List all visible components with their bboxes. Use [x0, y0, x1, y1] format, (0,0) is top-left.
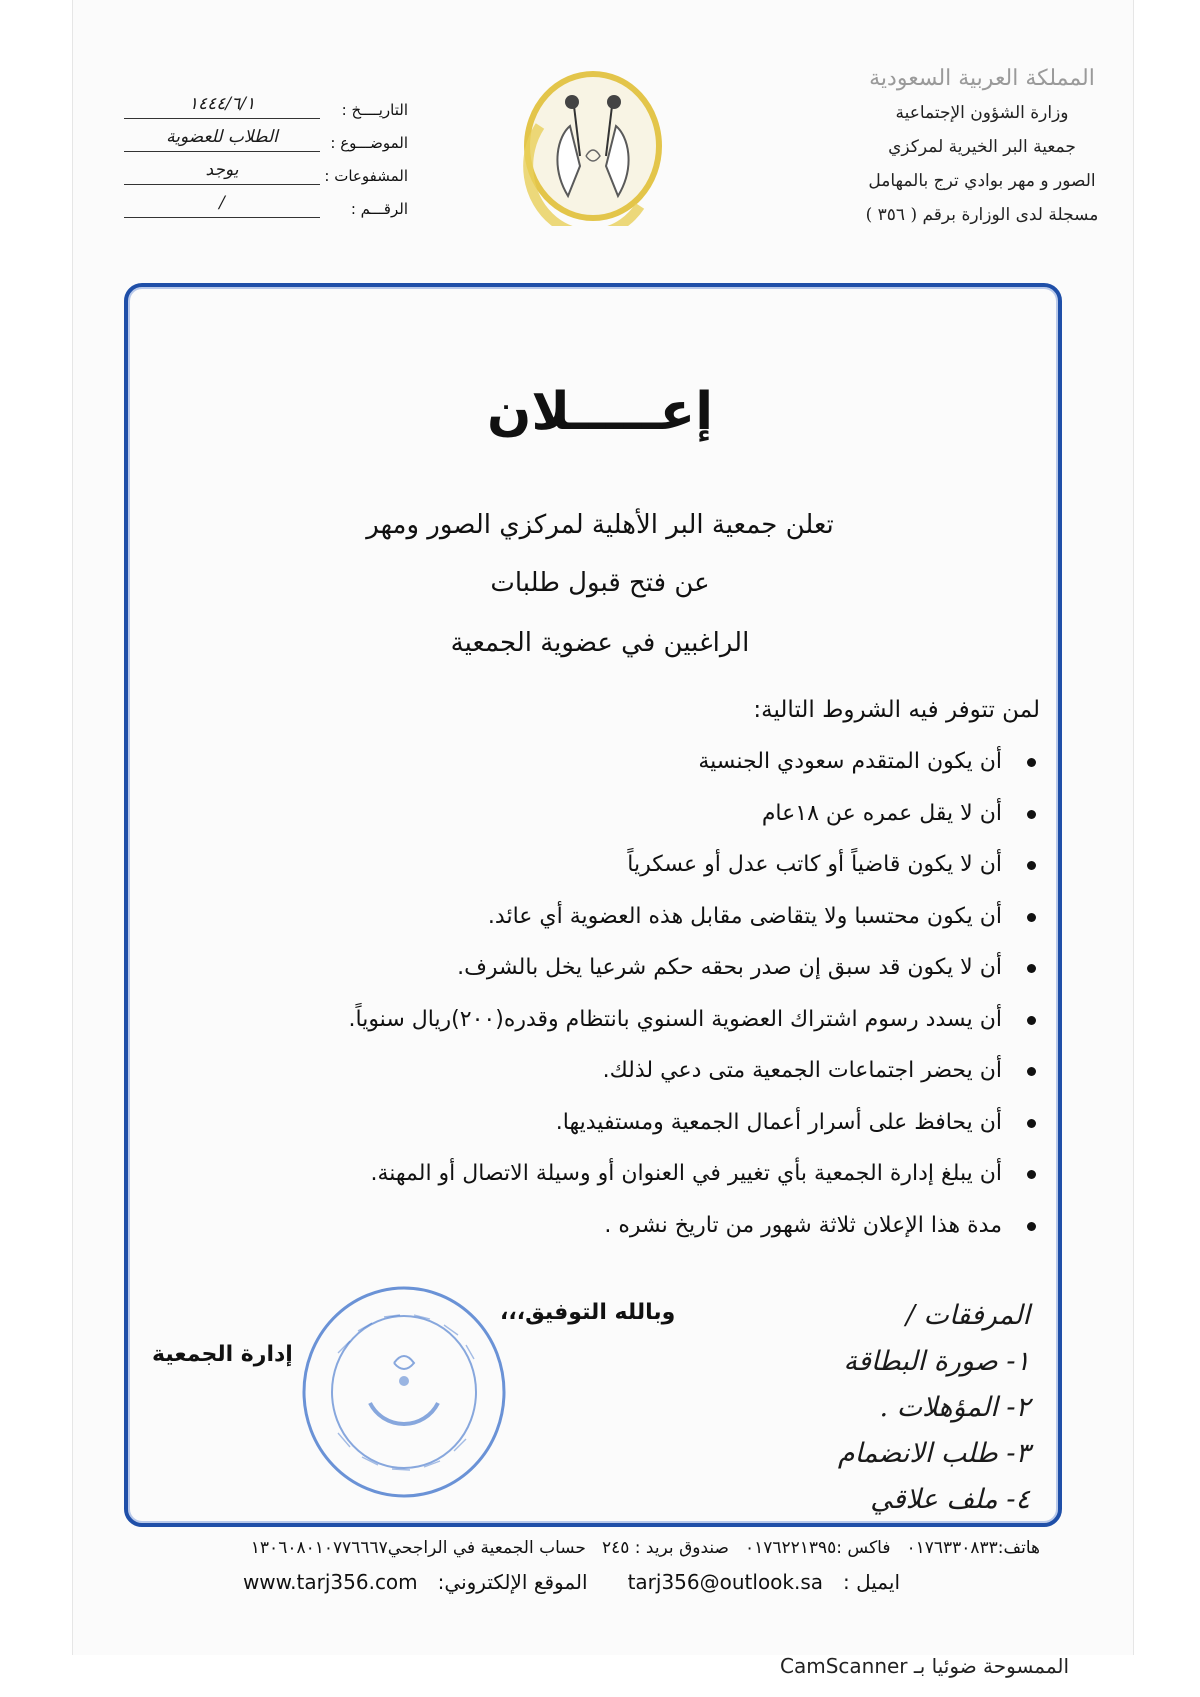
- intro-line: عن فتح قبول طلبات: [490, 568, 710, 598]
- bullet-icon: [1027, 1016, 1036, 1025]
- conditions-heading: لمن تتوفر فيه الشروط التالية:: [753, 697, 1040, 723]
- org-line: المملكة العربية السعودية: [869, 66, 1095, 91]
- organization-header: [832, 62, 1132, 232]
- official-stamp: [298, 1283, 510, 1501]
- condition-item: أن يحضر اجتماعات الجمعية متى دعي لذلك.: [240, 1051, 1040, 1103]
- subject-value: الطلاب للعضوية: [124, 127, 320, 152]
- intro-line: الراغبين في عضوية الجمعية: [450, 628, 750, 658]
- fax-number: فاكس :٠١٧٦٢٢١٣٩٥: [744, 1538, 891, 1558]
- website-label: الموقع الإلكتروني:: [437, 1570, 588, 1594]
- bullet-icon: [1027, 1119, 1036, 1128]
- condition-item: أن يكون المتقدم سعودي الجنسية: [240, 742, 1040, 794]
- scanner-note: الممسوحة ضوئيا بـ: [913, 1654, 1070, 1678]
- org-line: وزارة الشؤون الإجتماعية: [895, 103, 1069, 123]
- online-contact: [242, 1570, 900, 1594]
- po-box: صندوق بريد : ٢٤٥: [601, 1538, 729, 1558]
- website-link[interactable]: www.tarj356.com: [242, 1570, 418, 1594]
- date-label: التاريــــخ :: [341, 101, 408, 119]
- number-value: /: [124, 193, 320, 218]
- intro-line: تعلن جمعية البر الأهلية لمركزي الصور ومهر: [366, 510, 834, 540]
- condition-item: مدة هذا الإعلان ثلاثة شهور من تاريخ نشره .: [240, 1206, 1040, 1258]
- date-value: ١٤٤٤/٦/١: [124, 94, 320, 119]
- org-line: مسجلة لدى الوزارة برقم ( ٣٥٦ ): [865, 205, 1099, 225]
- closing-phrase: وبالله التوفيق،،،: [500, 1300, 676, 1325]
- attachments-list: [800, 1300, 1030, 1530]
- org-line: جمعية البر الخيرية لمركزي: [888, 137, 1076, 157]
- bullet-icon: [1027, 1222, 1036, 1231]
- attachment-item: ٢- المؤهلات .: [879, 1392, 1030, 1423]
- management-signature: إدارة الجمعية: [152, 1342, 293, 1367]
- contact-footer: [150, 1538, 1040, 1558]
- scanner-brand: CamScanner: [780, 1654, 908, 1678]
- condition-item: أن لا يكون قد سبق إن صدر بحقه حكم شرعيا يخل بالشرف.: [240, 948, 1040, 1000]
- number-label: الرقـــم :: [350, 200, 408, 218]
- announcement-title: إعـــــلان: [486, 382, 714, 442]
- phone-number: هاتف:٠١٧٦٣٣٠٨٣٣: [906, 1538, 1040, 1558]
- association-logo: [520, 66, 666, 226]
- date-row: [118, 86, 408, 119]
- enclosures-row: [118, 152, 408, 185]
- subject-label: الموضـــوع :: [330, 134, 408, 152]
- number-row: [118, 185, 408, 218]
- bullet-icon: [1027, 861, 1036, 870]
- conditions-list: [240, 742, 1040, 1257]
- condition-item: أن يحافظ على أسرار أعمال الجمعية ومستفيديها.: [240, 1103, 1040, 1155]
- condition-item: أن يسدد رسوم اشتراك العضوية السنوي بانتظام وقدره(٢٠٠)ريال سنوياً.: [240, 1000, 1040, 1052]
- condition-item: أن يكون محتسبا ولا يتقاضى مقابل هذه العضوية أي عائد.: [240, 897, 1040, 949]
- attachment-item: ١- صورة البطاقة: [843, 1346, 1030, 1377]
- reference-fields: [118, 86, 408, 218]
- enclosures-label: المشفوعات :: [324, 167, 408, 185]
- bullet-icon: [1027, 1170, 1036, 1179]
- email-link[interactable]: tarj356@outlook.sa: [627, 1570, 824, 1594]
- condition-item: أن يبلغ إدارة الجمعية بأي تغيير في العنوان أو وسيلة الاتصال أو المهنة.: [240, 1154, 1040, 1206]
- org-line: الصور و مهر بوادي ترج بالمهامل: [868, 171, 1096, 191]
- condition-item: أن لا يقل عمره عن ١٨عام: [240, 794, 1040, 846]
- bank-account: حساب الجمعية في الراجحي١٣٠٦٠٨٠١٠٧٧٦٦٦٧: [250, 1538, 586, 1558]
- bullet-icon: [1027, 913, 1036, 922]
- email-label: ايميل :: [843, 1570, 900, 1594]
- attachments-heading: المرفقات /: [905, 1300, 1030, 1331]
- scanner-watermark: [780, 1654, 1069, 1678]
- bullet-icon: [1027, 810, 1036, 819]
- attachment-item: ٣- طلب الانضمام: [837, 1438, 1030, 1469]
- subject-row: [118, 119, 408, 152]
- attachment-item: ٤- ملف علاقي: [870, 1484, 1030, 1515]
- bullet-icon: [1027, 1067, 1036, 1076]
- bullet-icon: [1027, 964, 1036, 973]
- condition-item: أن لا يكون قاضياً أو كاتب عدل أو عسكرياً: [240, 845, 1040, 897]
- enclosures-value: يوجد: [124, 160, 320, 185]
- bullet-icon: [1027, 758, 1036, 767]
